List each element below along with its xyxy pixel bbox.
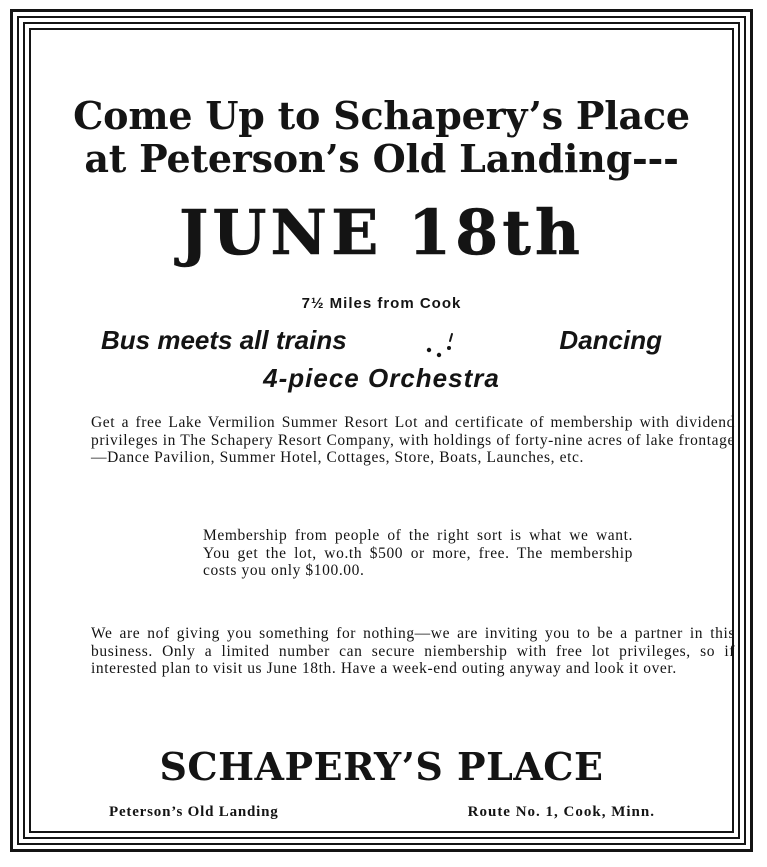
dancing-text: Dancing [559,325,662,355]
footer-location: Peterson’s Old Landing [109,804,279,820]
event-date: JUNE 18th [179,196,584,269]
transport-text: Bus meets all trains [101,325,347,355]
headline-line-1: Come Up to Schapery’s Place [73,93,690,138]
ad-border-2 [17,16,746,845]
ad-border-outer [10,9,753,852]
headline [53,94,710,180]
ad-border-inner [29,28,734,833]
invitation-paragraph: We are nof giving you something for nothing—we are inviting you to be a partner in this business. Only a limited number can secure niembership with free lot privileges, so if interested plan to visit us June 18th. Have a week-end outing anyway and look it over. [91,625,735,678]
offer-paragraph: Get a free Lake Vermilion Summer Resort Lot and certificate of membership with dividend privileges in The Schapery Resort Company, with holdings of forty-nine acres of lake frontage—Dance Pavilion, Summer Hotel, Cottages, Store, Boats, Launches, etc. [91,414,735,467]
ad-content [53,52,735,820]
ad-border-3 [23,22,740,839]
transport-row [101,322,662,358]
headline-line-2: at Peterson’s Old Landing--- [84,136,679,181]
distance-note: 7½ Miles from Cook [301,295,462,312]
orchestra-text: 4-piece Orchestra [263,363,500,393]
footer-address: Route No. 1, Cook, Minn. [467,804,655,820]
membership-paragraph: Membership from people of the right sort is what we want. You get the lot, wo.th $500 or more, free. The membership costs you only $100.00. [203,527,633,580]
ornament-dots-icon [423,330,457,360]
business-name: SCHAPERY’S PLACE [159,744,604,789]
